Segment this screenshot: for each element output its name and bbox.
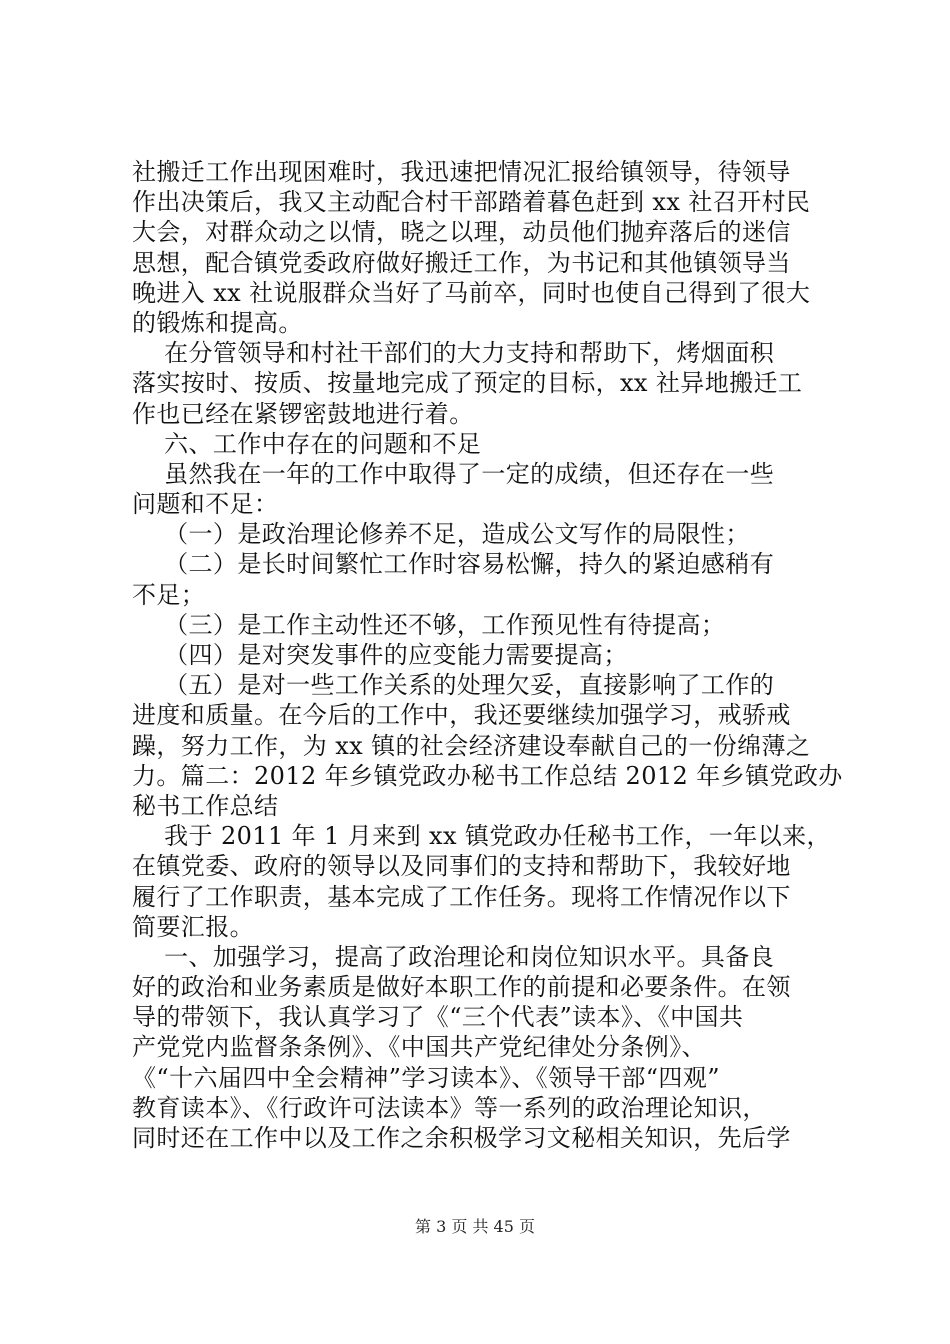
text-line: 躁，努力工作，为 xx 镇的社会经济建设奉献自己的一份绵薄之 <box>132 731 811 760</box>
text-line: 好的政治和业务素质是做好本职工作的前提和必要条件。在领 <box>132 973 791 1002</box>
text-line: 履行了工作职责，基本完成了工作任务。现将工作情况作以下 <box>132 882 791 911</box>
text-line: 思想，配合镇党委政府做好搬迁工作，为书记和其他镇领导当 <box>132 248 791 277</box>
text-line: 产党党内监督条条例》、《中国共产党纪律处分条例》、 <box>132 1033 706 1062</box>
text-line: 问题和不足： <box>132 490 279 519</box>
text-line: 同时还在工作中以及工作之余积极学习文秘相关知识，先后学 <box>132 1124 791 1152</box>
text-line: 导的带领下，我认真学习了《“三个代表”读本》、《中国共 <box>132 1003 744 1032</box>
text-line: 进度和质量。在今后的工作中，我还要继续加强学习，戒骄戒 <box>132 701 791 730</box>
text-line: 一、加强学习，提高了政治理论和岗位知识水平。具备良 <box>132 942 775 971</box>
text-line: 大会，对群众动之以情，晓之以理，动员他们抛弃落后的迷信 <box>132 218 791 247</box>
text-line: 在分管领导和村社干部们的大力支持和帮助下，烤烟面积 <box>132 339 775 368</box>
text-line: （二）是长时间繁忙工作时容易松懈，持久的紧迫感稍有 <box>132 550 775 579</box>
text-line: 落实按时、按质、按量地完成了预定的目标，xx 社异地搬迁工 <box>132 369 803 398</box>
text-line: 作出决策后，我又主动配合村干部踏着暮色赶到 xx 社召开村民 <box>132 188 811 217</box>
text-line: （一）是政治理论修养不足，造成公文写作的局限性； <box>132 520 750 549</box>
text-line: 晚进入 xx 社说服群众当好了马前卒，同时也使自己得到了很大 <box>132 278 811 307</box>
text-line: 简要汇报。 <box>132 912 254 941</box>
page-footer: 第 3 页 共 45 页 <box>415 1217 535 1236</box>
text-line: 六、工作中存在的问题和不足 <box>132 429 482 458</box>
text-line: 我于 2011 年 1 月来到 xx 镇党政办任秘书工作，一年以来， <box>132 822 831 851</box>
text-line: 虽然我在一年的工作中取得了一定的成绩，但还存在一些 <box>132 459 775 488</box>
document-body <box>132 157 843 1153</box>
text-line: 作也已经在紧锣密鼓地进行着。 <box>132 399 474 428</box>
text-line: 的锻炼和提高。 <box>132 308 303 337</box>
text-line: 在镇党委、政府的领导以及同事们的支持和帮助下，我较好地 <box>132 852 791 881</box>
text-line: 秘书工作总结 <box>132 791 279 820</box>
text-line: （四）是对突发事件的应变能力需要提高； <box>132 641 628 669</box>
text-line: 教育读本》、《行政许可法读本》等一系列的政治理论知识， <box>132 1093 767 1122</box>
text-line: （三）是工作主动性还不够，工作预见性有待提高； <box>132 610 726 639</box>
text-line: 力。篇二：2012 年乡镇党政办秘书工作总结 2012 年乡镇党政办 <box>132 761 843 790</box>
text-line: （五）是对一些工作关系的处理欠妥，直接影响了工作的 <box>132 671 775 700</box>
text-line: 《“十六届四中全会精神”学习读本》、《领导干部“四观” <box>132 1063 720 1092</box>
text-line: 不足； <box>132 580 206 609</box>
text-line: 社搬迁工作出现困难时，我迅速把情况汇报给镇领导，待领导 <box>132 158 791 186</box>
